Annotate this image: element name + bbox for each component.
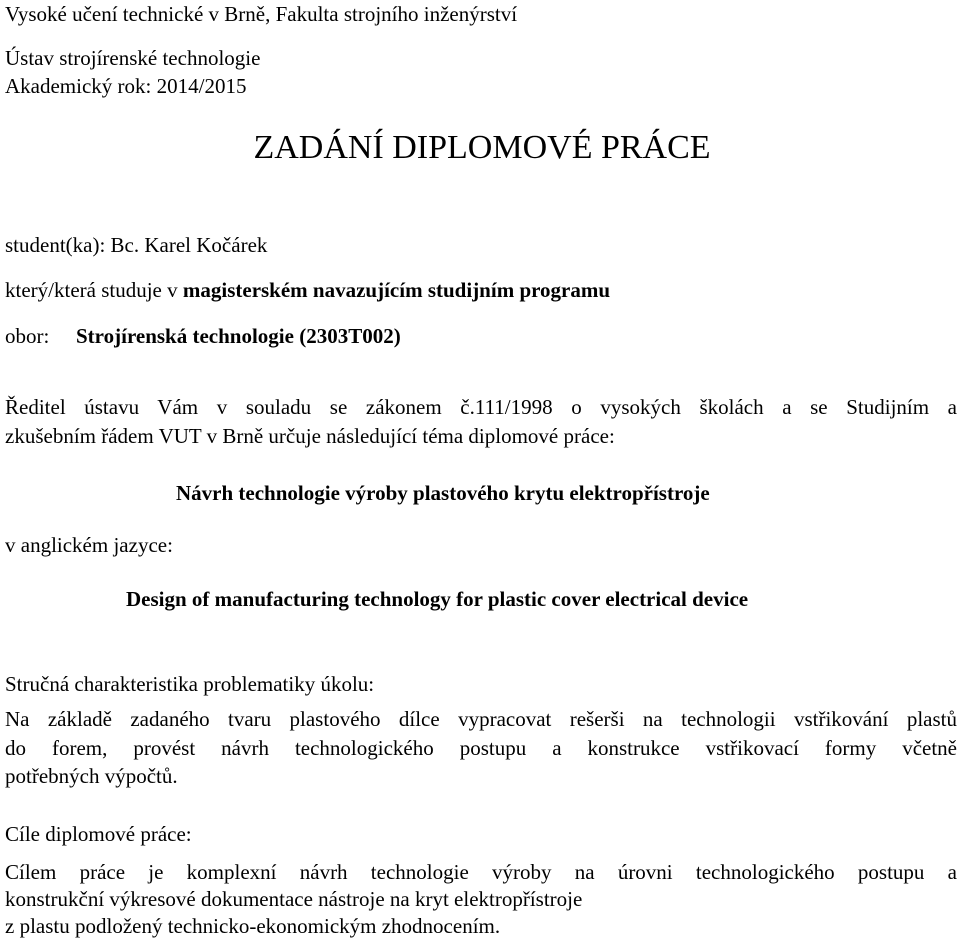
characteristics-line-1: Na základě zadaného tvaru plastového dílce vypracovat rešerši na technologii vstřikování plastů (5, 707, 957, 731)
goals-line-2: konstrukční výkresové dokumentace nástroje na kryt elektropřístroje (5, 887, 583, 911)
english-label: v anglickém jazyce: (5, 533, 173, 557)
intro-line-2: zkušebním řádem VUT v Brně určuje následující téma diplomové práce: (5, 424, 615, 448)
goals-line-1: Cílem práce je komplexní návrh technologie výroby na úrovni technologického postupu a (5, 860, 957, 884)
characteristics-heading: Stručná charakteristika problematiky úkolu: (5, 672, 375, 696)
university-header: Vysoké učení technické v Brně, Fakulta strojního inženýrství (5, 2, 518, 26)
field-line (5, 324, 401, 348)
characteristics-line-2: do forem, provést návrh technologického postupu a konstrukce vstřikovací formy včetně (5, 736, 957, 760)
goals-heading: Cíle diplomové práce: (5, 822, 192, 846)
topic-czech: Návrh technologie výroby plastového krytu elektropřístroje (176, 481, 710, 505)
document-title: ZADÁNÍ DIPLOMOVÉ PRÁCE (253, 129, 711, 166)
academic-year: Akademický rok: 2014/2015 (5, 74, 247, 98)
intro-line-1: Ředitel ústavu Vám v souladu se zákonem č.111/1998 o vysokých školách a se Studijním a (5, 395, 957, 419)
characteristics-line-3: potřebných výpočtů. (5, 764, 178, 788)
field-name: Strojírenská technologie (2303T002) (76, 324, 401, 348)
student-line: student(ka): Bc. Karel Kočárek (5, 233, 268, 257)
goals-line-3: z plastu podložený technicko-ekonomickým zhodnocením. (5, 914, 501, 938)
institute-name: Ústav strojírenské technologie (5, 46, 261, 70)
field-label: obor: (5, 324, 50, 348)
program-name: magisterském navazujícím studijním programu (182, 278, 611, 302)
program-line (5, 278, 610, 302)
program-prefix: který/která studuje v (5, 278, 183, 302)
topic-english: Design of manufacturing technology for plastic cover electrical device (126, 587, 749, 611)
